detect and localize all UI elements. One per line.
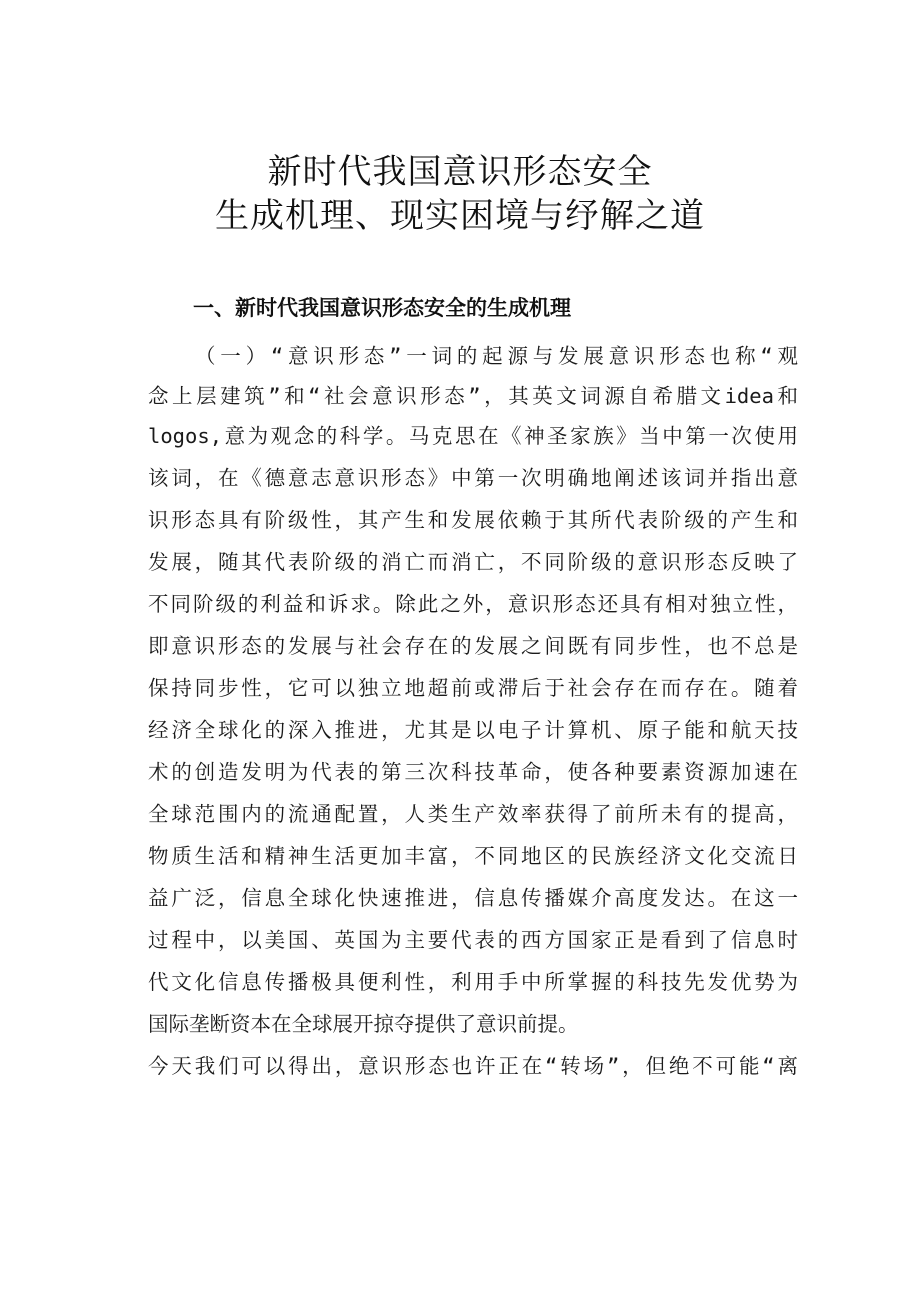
paragraph-line: 今天我们可以得出，意识形态也许正在“转场”，但绝不可能“离 <box>148 1054 798 1078</box>
paragraph-line: 念上层建筑”和“社会意识形态”，其英文词源自希腊文idea和 <box>148 384 798 408</box>
paragraph-line: 益广泛，信息全球化快速推进，信息传播媒介高度发达。在这一 <box>148 886 798 910</box>
paragraph-line: 物质生活和精神生活更加丰富，不同地区的民族经济文化交流日 <box>148 844 798 868</box>
paragraph-line: 保持同步性，它可以独立地超前或滞后于社会存在而存在。随着 <box>148 676 798 700</box>
paragraph-line: （一）“意识形态”一词的起源与发展意识形态也称“观 <box>195 344 798 368</box>
paragraph-line: 全球范围内的流通配置，人类生产效率获得了前所未有的提高， <box>148 802 798 826</box>
paragraph-line: 国际垄断资本在全球展开掠夺提供了意识前提。 <box>148 1012 579 1036</box>
paragraph-line: 识形态具有阶级性，其产生和发展依赖于其所代表阶级的产生和 <box>148 508 798 532</box>
paragraph-line: 经济全球化的深入推进，尤其是以电子计算机、原子能和航天技 <box>148 718 798 742</box>
paragraph-line: 代文化信息传播极具便利性，利用手中所掌握的科技先发优势为 <box>148 970 798 994</box>
paragraph-line: 过程中，以美国、英国为主要代表的西方国家正是看到了信息时 <box>148 928 798 952</box>
paragraph-line: 即意识形态的发展与社会存在的发展之间既有同步性，也不总是 <box>148 634 798 658</box>
document-title-line-2: 生成机理、现实困境与纾解之道 <box>215 196 705 236</box>
section-heading: 一、新时代我国意识形态安全的生成机理 <box>193 296 571 320</box>
paragraph-line: 术的创造发明为代表的第三次科技革命，使各种要素资源加速在 <box>148 760 798 784</box>
paragraph-line: 该词，在《德意志意识形态》中第一次明确地阐述该词并指出意 <box>148 466 798 490</box>
paragraph-line: 发展，随其代表阶级的消亡而消亡，不同阶级的意识形态反映了 <box>148 550 798 574</box>
paragraph-line: logos,意为观念的科学。马克思在《神圣家族》当中第一次使用 <box>148 424 798 448</box>
paragraph-line: 不同阶级的利益和诉求。除此之外，意识形态还具有相对独立性， <box>148 592 798 616</box>
document-title-line-1: 新时代我国意识形态安全 <box>267 152 653 192</box>
